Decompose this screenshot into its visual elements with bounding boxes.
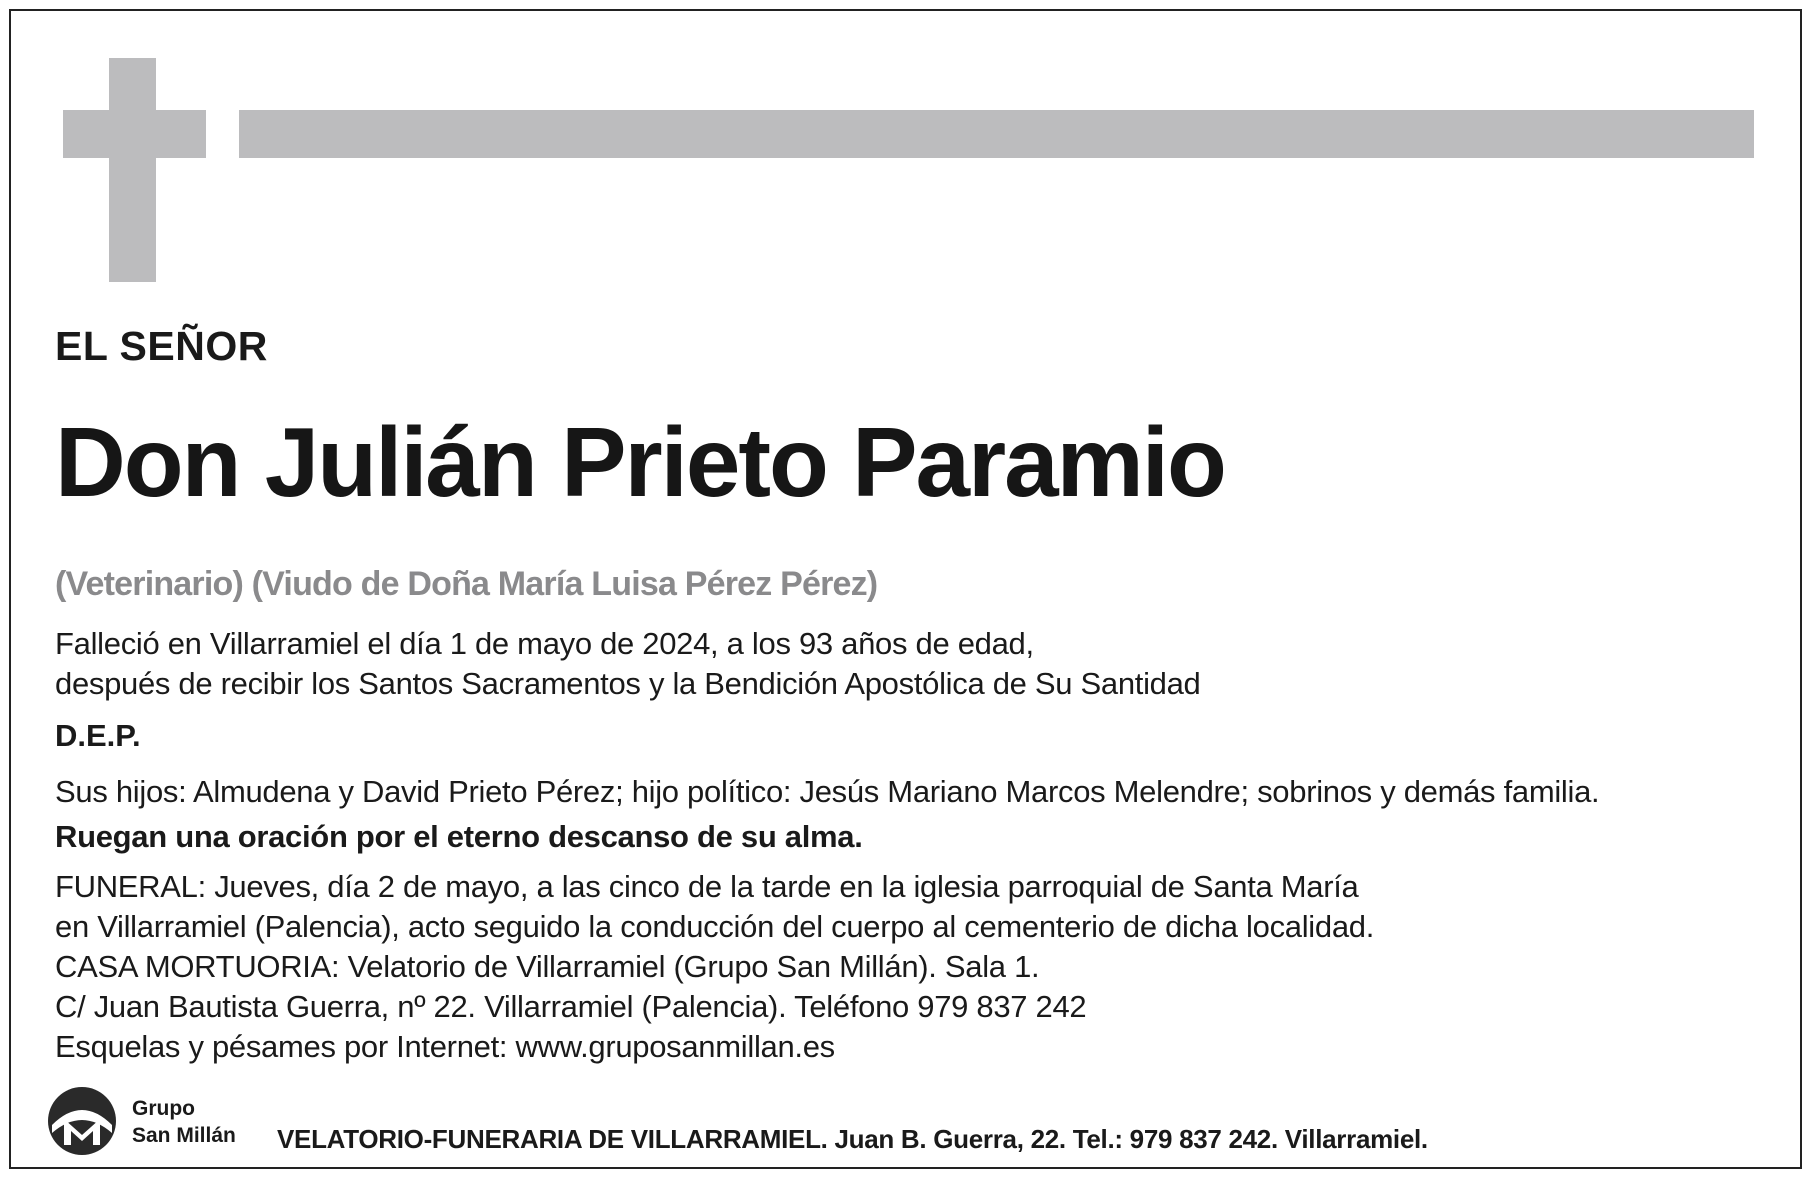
funeral-line-5: Esquelas y pésames por Internet: www.gruposanmillan.es [55,1029,835,1064]
subtitle: (Veterinario) (Viudo de Doña María Luisa Pérez Pérez) [55,565,878,603]
logo-text [132,1095,236,1149]
deceased-name: Don Julián Prieto Paramio [55,407,1225,517]
funeral-line-1: FUNERAL: Jueves, día 2 de mayo, a las cinco de la tarde en la iglesia parroquial de Santa María [55,869,1359,904]
cross-icon-vertical [109,58,156,282]
family-line: Sus hijos: Almudena y David Prieto Pérez; hijo político: Jesús Mariano Marcos Melendre; sobrinos y demás familia. [55,774,1600,809]
death-details [55,624,1201,704]
footer-address: VELATORIO-FUNERARIA DE VILLARRAMIEL. Juan B. Guerra, 22. Tel.: 979 837 242. Villarramiel. [277,1124,1428,1154]
death-line-1: Falleció en Villarramiel el día 1 de mayo de 2024, a los 93 años de edad, [55,626,1034,661]
logo-line-2: San Millán [132,1124,236,1147]
prayer-line: Ruegan una oración por el eterno descanso de su alma. [55,819,863,854]
death-line-2: después de recibir los Santos Sacramentos y la Bendición Apostólica de Su Santidad [55,666,1201,701]
heading: EL SEÑOR [55,323,268,369]
dep-label: D.E.P. [55,718,141,753]
funeral-line-4: C/ Juan Bautista Guerra, nº 22. Villarramiel (Palencia). Teléfono 979 837 242 [55,989,1087,1024]
cross-icon-horizontal [63,110,206,158]
header-bar [239,110,1754,158]
logo-line-1: Grupo [132,1097,195,1120]
grupo-san-millan-logo-icon [46,1085,118,1157]
funeral-line-3: CASA MORTUORIA: Velatorio de Villarramiel (Grupo San Millán). Sala 1. [55,949,1040,984]
funeral-details [55,867,1374,1067]
funeral-line-2: en Villarramiel (Palencia), acto seguido la conducción del cuerpo al cementerio de dicha localidad. [55,909,1375,944]
